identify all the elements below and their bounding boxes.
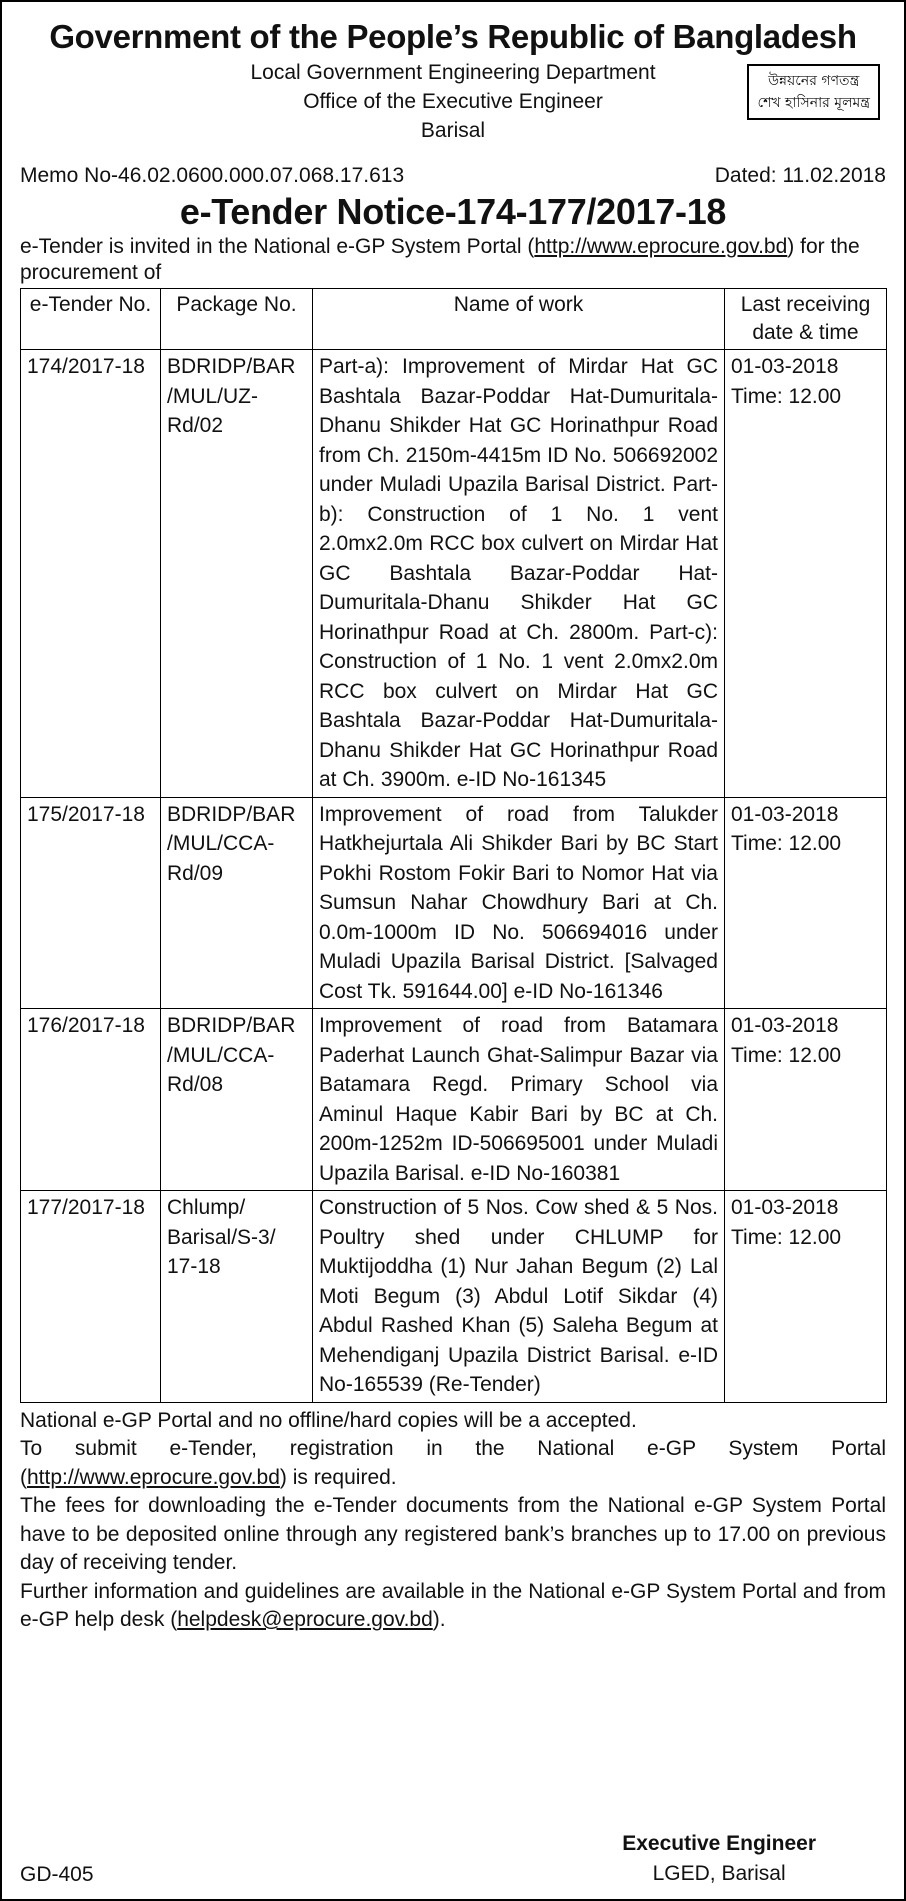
intro-text [20, 234, 886, 286]
footer-line-3: The fees for downloading the e-Tender documents from the National e-GP System Portal have to be deposited online through any registered bank’s branches up to 17.00 on previous day of receiving tender. [20, 1494, 886, 1574]
government-title: Government of the People’s Republic of Bangladesh [49, 18, 857, 55]
footer-line-2 [20, 1435, 886, 1492]
helpdesk-email-link[interactable]: helpdesk@eprocure.gov.bd [177, 1608, 433, 1631]
deadline-time: Time: 12.00 [731, 832, 842, 855]
deadline-date: 01-03-2018 [731, 1014, 839, 1037]
memo-row [20, 162, 886, 190]
header-last-receiving: Last receiving date & time [725, 289, 887, 350]
signatory-office: LGED, Barisal [652, 1862, 786, 1885]
deadline-cell [725, 797, 887, 1009]
intro-pre-url: e-Tender is invited in the National e-GP System Portal ( [20, 235, 535, 258]
package-no-cell: BDRIDP/BAR /MUL/CCA-Rd/08 [161, 1009, 313, 1191]
deadline-time: Time: 12.00 [731, 1043, 842, 1067]
slogan-line-2: শেখ হাসিনার মূলমন্ত্র [757, 95, 870, 111]
deadline-time: Time: 12.00 [731, 1225, 842, 1249]
signatory-title: Executive Engineer [622, 1832, 816, 1855]
work-cell: Improvement of road from Talukder Hatkhejurtala Ali Shikder Bari by BC Start Pokhi Rostom Fokir Bari to Nomor Hat via Sumsun Nahar Chowdhury Bari at Ch. 0.0m-1000m ID No. 506694016 under Muladi Upazila Barisal District. [Salvaged Cost Tk. 591644.00] e-ID No-161346 [313, 797, 725, 1009]
header-name-of-work: Name of work [313, 289, 725, 350]
tender-no-cell: 176/2017-18 [21, 1009, 161, 1191]
intro-post-url: ) for the procurement of [20, 235, 860, 284]
deadline-date: 01-03-2018 [731, 802, 839, 826]
office-name: Office of the Executive Engineer [303, 90, 603, 113]
work-cell: Construction of 5 Nos. Cow shed & 5 Nos. Poultry shed under CHLUMP for Muktijoddha (1) Nur Jahan Begum (2) Lal Moti Begum (3) Abdul Lotif Sikdar (4) Abdul Rashed Khan (5) Saleha Begum at Mehendiganj Upazila District Barisal. e-ID No-165539 (Re-Tender) [313, 1191, 725, 1403]
header-block [20, 58, 886, 162]
table-row [21, 1191, 887, 1403]
header-tender-no: e-Tender No. [21, 289, 161, 350]
gd-number: GD-405 [20, 1863, 94, 1886]
table-header-row [21, 289, 887, 350]
tender-no-cell: 174/2017-18 [21, 350, 161, 798]
deadline-cell [725, 1009, 887, 1191]
footer-line-2-text: To submit e-Tender, registration in the National e-GP System Portal ( [20, 1437, 886, 1489]
deadline-cell [725, 350, 887, 798]
deadline-time: Time: 12.00 [731, 384, 842, 408]
tender-no-cell: 177/2017-18 [21, 1191, 161, 1403]
memo-date: Dated: 11.02.2018 [714, 164, 886, 187]
work-cell: Improvement of road from Batamara Paderhat Launch Ghat-Salimpur Bazar via Batamara Regd. Primary School via Aminul Haque Kabir Bari by BC at Ch. 200m-1252m ID-506695001 under Muladi Upazila Barisal. e-ID No-160381 [313, 1009, 725, 1191]
footer-line-4-end: ). [432, 1608, 446, 1631]
header-package-no: Package No. [161, 289, 313, 350]
memo-number: Memo No-46.02.0600.000.07.068.17.613 [20, 164, 405, 187]
signature-block [20, 1825, 886, 1889]
eprocure-link[interactable]: http://www.eprocure.gov.bd [534, 235, 788, 258]
slogan-box [747, 64, 880, 120]
table-row [21, 350, 887, 798]
deadline-cell [725, 1191, 887, 1403]
eprocure-link-footer[interactable]: http://www.eprocure.gov.bd [27, 1465, 280, 1489]
footer-line-2-end: ) is required. [279, 1465, 397, 1489]
footer-line-1: National e-GP Portal and no offline/hard copies will be a accepted. [20, 1408, 637, 1432]
deadline-date: 01-03-2018 [731, 1196, 839, 1219]
slogan-line-1: উন্নয়নের গণতন্ত্র [768, 73, 860, 89]
table-row [21, 1009, 887, 1191]
signatory [622, 1829, 816, 1889]
footer-line-4-text: Further information and guidelines are available in the National e-GP System Portal and from e-GP help desk ( [20, 1579, 886, 1631]
notice-title: e-Tender Notice-174-177/2017-18 [179, 191, 727, 232]
table-row [21, 797, 887, 1009]
office-location: Barisal [420, 119, 486, 142]
work-cell: Part-a): Improvement of Mirdar Hat GC Bashtala Bazar-Poddar Hat-Dumuritala-Dhanu Shikder Hat GC Horinathpur Road from Ch. 2150m-4415m ID No. 506692002 under Muladi Upazila Barisal District. Part-b): Construction of 1 No. 1 vent 2.0mx2.0m RCC box culvert on Mirdar Hat GC Bashtala Bazar-Poddar Hat-Dumuritala-Dhanu Shikder Hat GC Horinathpur Road at Ch. 2800m. Part-c): Construction of 1 No. 1 vent 2.0mx2.0m RCC box culvert on Mirdar Hat GC Bashtala Bazar-Poddar Hat-Dumuritala-Dhanu Shikder Hat GC Horinathpur Road at Ch. 3900m. e-ID No-161345 [313, 350, 725, 798]
footer-notes [20, 1407, 886, 1635]
tender-table [20, 288, 887, 1403]
package-no-cell: BDRIDP/BAR /MUL/CCA-Rd/09 [161, 797, 313, 1009]
package-no-cell: BDRIDP/BAR /MUL/UZ-Rd/02 [161, 350, 313, 798]
package-no-cell: Chlump/ Barisal/S-3/ 17-18 [161, 1191, 313, 1403]
deadline-date: 01-03-2018 [731, 355, 839, 378]
department-name: Local Government Engineering Department [250, 61, 656, 84]
footer-line-4 [20, 1578, 886, 1635]
tender-no-cell: 175/2017-18 [21, 797, 161, 1009]
